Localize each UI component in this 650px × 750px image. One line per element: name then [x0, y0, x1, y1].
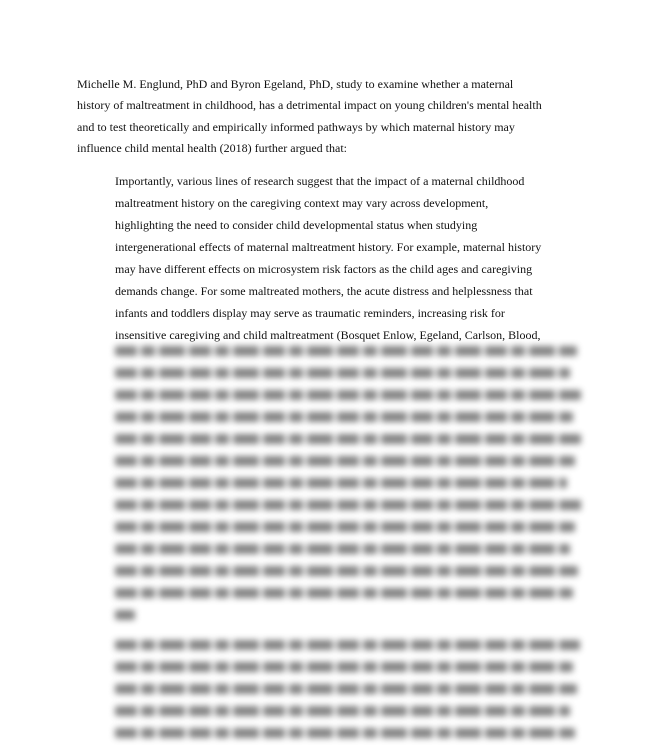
blurred-line: [115, 456, 575, 466]
blurred-line: [115, 610, 135, 620]
blurred-line: [115, 588, 573, 598]
blurred-quote-continuation: [115, 346, 585, 632]
quote-line: may have different effects on microsystem risk factors as the child ages and caregiving: [115, 262, 533, 276]
blurred-line: [115, 478, 567, 488]
blurred-line: [115, 544, 570, 554]
blurred-line: [115, 500, 583, 510]
blurred-line: [115, 434, 581, 444]
intro-line: influence child mental health (2018) further argued that:: [77, 140, 348, 155]
blurred-line: [115, 728, 575, 738]
blurred-line: [115, 662, 573, 672]
intro-line: and to test theoretically and empirically informed pathways by which maternal history may: [77, 119, 515, 134]
quote-line: insensitive caregiving and child maltreatment (Bosquet Enlow, Egeland, Carlson, Blood,: [115, 328, 541, 342]
intro-paragraph: [77, 74, 577, 159]
quote-line: highlighting the need to consider child developmental status when studying: [115, 218, 478, 232]
quote-line: infants and toddlers display may serve as traumatic reminders, increasing risk for: [115, 306, 505, 320]
block-quote: [115, 170, 585, 346]
quote-line: maltreatment history on the caregiving context may vary across development,: [115, 196, 489, 210]
blurred-line: [115, 640, 580, 650]
blurred-line: [115, 412, 573, 422]
blurred-line: [115, 390, 581, 400]
intro-line: Michelle M. Englund, PhD and Byron Egeland, PhD, study to examine whether a maternal: [77, 77, 514, 91]
blurred-line: [115, 346, 577, 356]
blurred-line: [115, 368, 570, 378]
blurred-next-paragraph: [115, 640, 585, 750]
blurred-line: [115, 522, 575, 532]
quote-line: Importantly, various lines of research suggest that the impact of a maternal childhood: [115, 174, 525, 188]
blurred-line: [115, 566, 578, 576]
blurred-line: [115, 706, 570, 716]
blurred-line: [115, 684, 577, 694]
quote-line: intergenerational effects of maternal maltreatment history. For example, maternal history: [115, 240, 542, 254]
intro-line: history of maltreatment in childhood, has a detrimental impact on young children's mental health: [77, 98, 542, 113]
quote-line: demands change. For some maltreated mothers, the acute distress and helplessness that: [115, 284, 533, 298]
